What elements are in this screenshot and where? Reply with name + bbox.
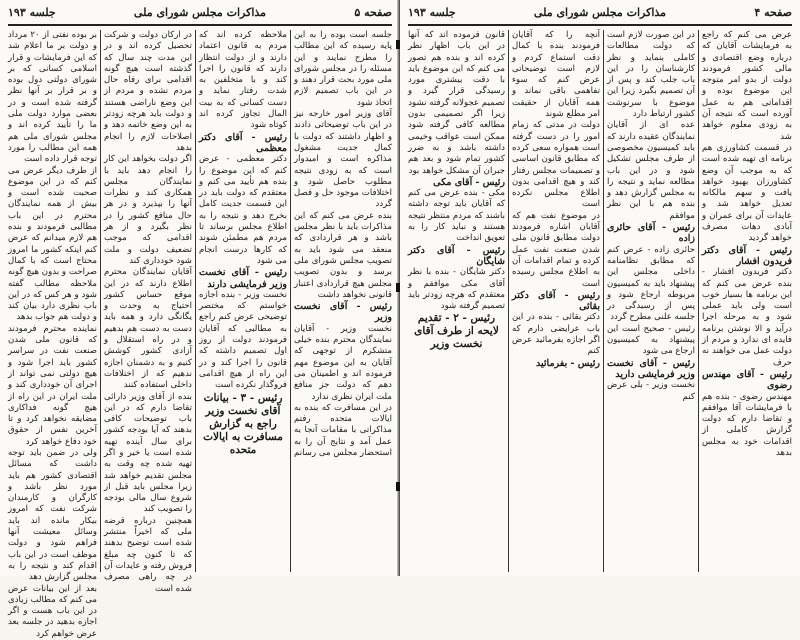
- paragraph: در موضوع نفت هم که آقایان اشاره فرمودند دولت مطابق قانون ملی شدن صنعت نفت عمل کرده و تمام اقدامات آن به اطلاع مجلس رسیده است: [512, 210, 600, 289]
- paragraph: همچنین درباره قرضه ملی که اخیراً منتشر شده است توضیح بدهند که تا کنون چه مبلغ فروش رفته و عایدات آن در چه راهی مصرف شده است: [104, 515, 192, 594]
- column: [408, 30, 505, 572]
- paragraph: زیرا اگر تصمیمی بدون مطالعه کافی گرفته شود ممکن است عواقب وخیمی داشته باشد و به ضرر کشور تمام شود و بعد هم جبران آن مشکل خواهد بود: [408, 109, 505, 176]
- session-number: جلسه ۱۹۳: [8, 6, 56, 19]
- paragraph: عرض می کنم که راجع به فرمایشات آقایان که درباره وضع اقتصادی و مالی کشور فرمودند دولت از بدو امر متوجه این موضوع بوده و اقداماتی هم به عمل آورده است که نتیجه آن به زودی معلوم خواهد شد: [702, 30, 792, 142]
- paragraph: آقایان نمایندگان محترم اطلاع دارند که در این موقع حساس کشور احتیاج به وحدت و یگانگی دارد و همه باید دست به دست هم بدهیم و در راه استقلال و آزادی کشور کوشش کنیم و به دشمنان اجازه ندهیم که از اختلافات داخلی استفاده کنند: [104, 267, 192, 391]
- paragraph: دکتر شایگان - بنده با نظر آقای مکی موافقم و معتقدم که هرچه زودتر باید تصمیم گرفته شود: [408, 267, 505, 312]
- speaker-line: رئیس - بفرمائید: [536, 357, 600, 369]
- column: [104, 30, 192, 594]
- paragraph: مکی - بنده عرض می کنم که آقایان باید توجه داشته باشند که مردم منتظر نتیجه هستند و نباید کار را به تعویق انداخت: [408, 188, 505, 244]
- paragraph: رئیس - صحیح است این پیشنهاد به کمیسیون ارجاع می شود: [607, 323, 695, 357]
- speaker-line: رئیس - آقای حائری زاده: [607, 222, 695, 245]
- paragraph: در ارکان دولت و شرکت تحصیل کرده اند و در این مدت چند سال که گذشته است هیچ گونه اقدامی برای رفاه حال مردم نشده و مردم از این وضع ناراضی هستند و دولت باید هرچه زودتر به این وضع خاتمه دهد و اصلاحات لازم را انجام بدهد: [104, 30, 192, 153]
- paragraph: دکتر فریدون افشار - بنده عرض می کنم که این برنامه ها بسیار خوب است ولی باید عملی شود و به مرحله اجرا درآید و الا نوشتن برنامه فایده ای ندارد و مردم از دولت عمل می خواهند نه حرف: [702, 267, 792, 368]
- section-title: رئیس - ۳ - بیانات آقای نخست وزیر راجع به گزارش مسافرت به ایالات متحده: [203, 391, 283, 456]
- column-rule: [603, 30, 604, 572]
- paragraph: مهندس رضوی - بنده هم با فرمایشات آقا موافقم و تقاضا دارم که دولت گزارش کاملی از اقدامات خود به مجلس بدهد: [702, 391, 792, 458]
- speaker-line: رئیس - آقای نخست وزیر فرمایشی دارند: [199, 267, 287, 290]
- speaker-line: رئیس - آقای دکتر شایگان: [408, 244, 505, 267]
- paragraph: نخست وزیر - بلی عرض کنم: [607, 380, 695, 402]
- paragraph: بر بوده نفتی از ۲۰ مرداد و دولت بر ما اعلام شد که این فرمایشات و قرار اسلامی کسانی که بر شورای دولتی دول بوده و بر قرار بر آنها نظر گرفته شده است و در بعضی موارد دولت ملی ما را تأیید کرده اند و مجلس شورای ملی هم همه این مطالب را مورد توجه قرار داده است: [8, 30, 97, 165]
- paragraph: آنچه را که آقایان فرمودند بنده با کمال دقت استماع کردم و لازم است توضیحاتی عرض کنم که سوء تفاهمی باقی نماند و همه آقایان از حقیقت امر مطلع شوند: [512, 30, 600, 120]
- column: [512, 30, 600, 572]
- paragraph: نخست وزیر - بنده اجازه خواستم که مختصر توضیحی عرض کنم راجع به مطالبی که آقایان فرمودند دولت از روز اول تصمیم داشته که قانون را اجرا کند و در این راه از هیچ اقدامی فروگذار نکرده است: [199, 289, 287, 391]
- column-rule: [100, 30, 101, 572]
- paragraph: دکتر معظمی - عرض کنم که این موضوع را بنده هم تأیید می کنم و معتقدم که دولت باید در این قسمت جدیت کامل بخرج دهد و نتیجه را به اطلاع مجلس برساند تا مردم هم مطمئن شوند که کارها درست انجام می شود: [199, 154, 287, 266]
- column-rule: [195, 30, 196, 572]
- paragraph: قانون فرموده اند که آنها در این باب اظهار نظر کرده اند و بنده هم تصور می کنم که این موضوع باید با دقت بیشتری مورد رسیدگی قرار گیرد و تصمیم عجولانه گرفته نشود: [408, 30, 505, 108]
- paragraph: ولی در ضمن باید توجه داشت که مسائل اقتصادی کشور هم باید مورد نظر باشد و کارگران و کارمندان شرکت نفت که امروز بیکار مانده اند باید وسائل معیشت آنها فراهم شود و دولت موظف است در این باب اقدام کند و نتیجه را به مجلس گزارش دهد: [8, 447, 97, 583]
- paragraph: ملاحظه کرده اند که مردم به قانون اعتماد دارند و از دولت انتظار دارند که قانون را اجرا کند و با متخلفین به شدت رفتار نماید و دست کسانی که به بیت المال تجاوز کرده اند کوتاه شود: [199, 30, 287, 131]
- speaker-line: رئیس - آقای مکی: [433, 176, 505, 188]
- page-right: [400, 0, 800, 576]
- page-number: صفحه ۴: [754, 6, 792, 19]
- column-rule: [698, 30, 699, 572]
- speaker-line: رئیس - آقای نخست وزیر فرمایشی دارید: [607, 357, 695, 380]
- paragraph: نخست وزیر - آقایان نمایندگان محترم بنده خیلی متشکرم از توجهی که آقایان به این موضوع مهم فرموده اند و اطمینان می دهم که دولت جز منافع ملت ایران نظری ندارد: [294, 323, 392, 402]
- page-header: [408, 6, 792, 22]
- paragraph: دکتر بقائی - بنده در این باب عرایضی دارم که اگر اجازه بفرمائید عرض کنم: [512, 312, 600, 357]
- column-rule: [290, 30, 291, 572]
- paragraph: نماینده محترم فرمودند که قانون ملی شدن صنعت نفت در سراسر کشور باید اجرا شود و هیچ دولتی نمی تواند از اجرای آن خودداری کند و ملت ایران در این راه از هیچ گونه فداکاری مضایقه نخواهد کرد و تا آخرین نفس از حقوق خود دفاع خواهد کرد: [8, 323, 97, 447]
- paragraph: در قسمت کشاورزی هم برنامه ای تهیه شده است که به موجب آن وضع کشاورزان بهبود خواهد یافت و سهم مالکانه تعدیل خواهد شد و عایدات آن برای عمران و آبادی دهات مصرف خواهد گردید: [702, 142, 792, 244]
- column: [607, 30, 695, 572]
- page-header: [8, 6, 392, 22]
- column-rule: [508, 30, 509, 572]
- header-rule: [8, 24, 392, 26]
- session-number: جلسه ۱۹۳: [408, 6, 456, 19]
- speaker-line: رئیس - آقای دکتر فریدون افشار: [702, 244, 792, 267]
- section-title: رئیس - ۲ - تقدیم لایحه از طرف آقای نخست وزیر: [414, 312, 499, 351]
- column: [294, 30, 392, 572]
- paragraph: در این صورت لازم است که دولت مطالعات کاملی بنماید و نظر کارشناسان را در این باب جلب کند و پس از آن تصمیم بگیرد زیرا این موضوع با سرنوشت کشور ارتباط دارد: [607, 30, 695, 120]
- paragraph: در این مسافرت که بنده به ایالات متحده رفتم مذاکراتی با مقامات آنجا به عمل آمد و نتایج آن را به استحضار مجلس می رسانم: [294, 402, 392, 458]
- paragraph: عده ای از آقایان نمایندگان عقیده دارند که باید کمیسیون مخصوصی از طرف مجلس تشکیل شود و در این باب مطالعه نماید و نتیجه را به مجلس گزارش دهد و بنده هم با این نظر موافقم: [607, 120, 695, 221]
- paragraph: دولت در مدتی که زمام امور را در دست گرفته است همواره سعی کرده که مطابق قانون اساسی و تصمیمات مجلس رفتار کند و هیچ اقدامی بدون اطلاع مجلس نکرده است: [512, 120, 600, 210]
- paragraph: از طرف دیگر عرض می کنم که در این موضوع صحبت شده است و بیش از همه نمایندگان محترم در این باب مطالبی فرمودند و بنده هم لازم میدانم که عرض کنم اینکه کشور ما امروز محتاج است که با کمال صراحت و بدون هیچ گونه ملاحظه مطالب گفته شود و هر کس که در این باب نظری دارد بیان کند و دولت هم جواب بدهد: [8, 165, 97, 323]
- paragraph: اگر دولت بخواهد این کار را انجام دهد باید با نمایندگان مجلس همکاری کند و نظرات آنها را بپذیرد و در هر حال منافع کشور را در نظر بگیرد و از هر اقدامی که موجب تضعیف دولت و ملت شود خودداری کند: [104, 154, 192, 266]
- paragraph: آقای وزیر امور خارجه نیز در این باب توضیحاتی دادند و اظهار داشتند که دولت با کمال جدیت مشغول مذاکره است و امیدوار است که به زودی نتیجه مطلوب حاصل شود و اختلافات موجود حل و فصل گردد: [294, 109, 392, 210]
- paragraph: بنده از آقای وزیر دارائی تقاضا دارم که در این باب توضیحات کافی بدهند که آیا بودجه کشور برای سال آینده تهیه شده است یا خیر و اگر تهیه شده چه وقت به مجلس تقدیم خواهد شد زیرا مجلس باید قبل از شروع سال مالی بودجه را تصویب کند: [104, 391, 192, 515]
- column: [199, 30, 287, 572]
- speaker-line: رئیس - آقای مهندس رضوی: [702, 368, 792, 392]
- column: [702, 30, 792, 572]
- speaker-line: رئیس - آقای دکتر معظمی: [199, 131, 287, 154]
- speaker-line: رئیس - آقای دکتر بقائی: [512, 289, 600, 313]
- paragraph: جلسه است بوده را به این پایه رسیده که این مطالب را مطرح نمایند و این مسئله را در مجلس شورای ملی مورد بحث قرار دهند و در این باب تصمیم لازم اتخاذ شود: [294, 30, 392, 108]
- paragraph: بعد از این بیانات عرض می کنم که مطالب زیادی در این باب هست و اگر اجازه بدهید در جلسه بعد عرض خواهم کرد: [8, 583, 97, 639]
- speaker-line: رئیس - آقای نخست وزیر: [294, 301, 392, 324]
- publication-title: مذاکرات مجلس شورای ملی: [533, 6, 667, 19]
- publication-title: مذاکرات مجلس شورای ملی: [133, 6, 267, 19]
- header-rule: [408, 24, 792, 26]
- paragraph: حائری زاده - عرض کنم که مطابق نظامنامه داخلی مجلس این پیشنهاد باید به کمیسیون مربوطه ارجاع شود و پس از رسیدگی در جلسه علنی مطرح گردد: [607, 244, 695, 323]
- page-number: صفحه ۵: [354, 6, 392, 19]
- column: [8, 30, 97, 639]
- page-left: [0, 0, 400, 639]
- paragraph: بنده عرض می کنم که این مذاکرات باید با نظر مجلس باشد و هر قراردادی که منعقد می شود باید به تصویب مجلس شورای ملی برسد و بدون تصویب مجلس هیچ قراردادی اعتبار قانونی نخواهد داشت: [294, 210, 392, 300]
